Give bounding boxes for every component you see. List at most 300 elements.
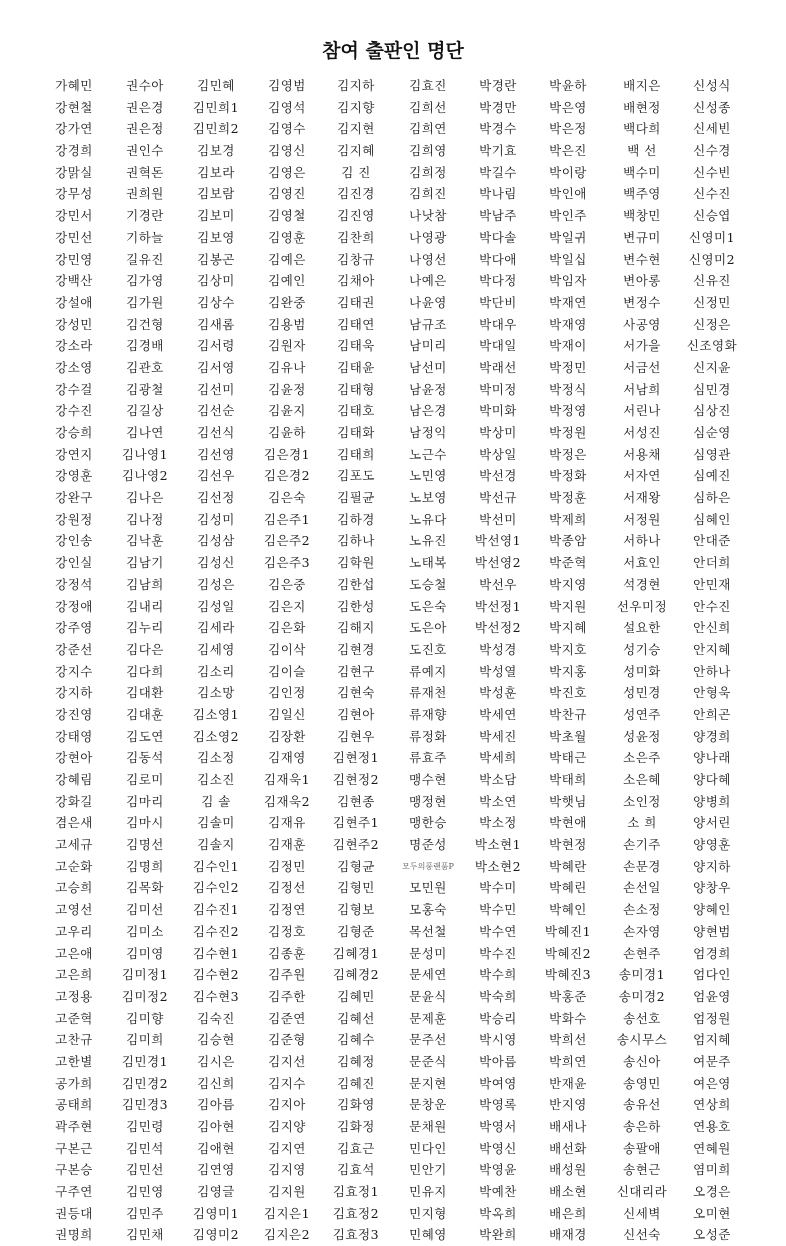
participant-name: 박진호 [549,685,587,701]
participant-name: 소 희 [627,815,657,831]
participant-name: 성연주 [623,706,661,722]
participant-name: 박영신 [479,1140,517,1156]
participant-name: 박정민 [549,359,587,375]
participant-name: 김신희 [197,1075,235,1091]
participant-name: 김성일 [197,598,235,614]
participant-name: 류재천 [409,685,447,701]
participant-name: 김승현 [197,1032,235,1048]
participant-name: 김윤정 [268,381,306,397]
participant-name: 강정석 [55,576,93,592]
participant-name: 여문주 [693,1053,731,1069]
participant-name: 심하은 [693,490,731,506]
participant-name: 강수진 [55,403,93,419]
participant-name: 김선미 [197,381,235,397]
participant-name: 김태권 [337,294,375,310]
participant-name: 김완중 [268,294,306,310]
participant-name: 강소라 [55,338,93,354]
participant-name: 박예찬 [479,1184,517,1200]
participant-name: 배소현 [549,1184,587,1200]
name-row [0,75,786,97]
participant-name: 김영진 [268,186,306,202]
participant-name: 김낙훈 [126,533,164,549]
participant-name: 강백산 [55,273,93,289]
participant-name: 강성민 [55,316,93,332]
participant-name: 김민경3 [121,1097,169,1113]
participant-name: 양서린 [693,815,731,831]
participant-name: 김현정2 [332,772,380,787]
participant-name: 공가희 [55,1075,93,1091]
participant-name: 박초월 [549,728,587,744]
participant-name: 고영선 [55,902,93,918]
participant-name: 강주영 [55,620,93,636]
participant-name: 성윤정 [623,728,661,744]
participant-name: 신수빈 [693,164,731,180]
participant-name: 엄윤영 [693,988,731,1004]
participant-name: 김민채 [126,1227,164,1243]
participant-name: 박래선 [479,359,517,375]
participant-name: 강소영 [55,359,93,375]
participant-name: 송유선 [623,1097,661,1113]
name-row [0,379,786,401]
participant-name: 김지연 [268,1140,306,1156]
participant-name: 권수아 [126,78,164,93]
participant-name: 길유진 [126,251,164,267]
participant-name: 김희선 [409,99,447,115]
participant-name: 권은경 [126,99,164,115]
participant-name: 박혜란 [549,858,587,874]
participant-name: 박상일 [479,446,517,462]
participant-name: 안수진 [693,598,731,614]
participant-name: 박승리 [479,1010,517,1026]
participant-name: 안희곤 [693,706,731,722]
participant-name: 김세영 [197,641,235,657]
participant-name: 배현정 [623,99,661,115]
name-row [0,1224,786,1246]
participant-name: 류재향 [409,706,447,722]
participant-name: 김지수 [268,1075,306,1091]
participant-name: 김형균 [337,858,375,874]
participant-name: 박지영 [549,576,587,592]
participant-name: 김효정2 [332,1205,380,1221]
participant-name: 연용호 [693,1119,731,1134]
participant-name: 김지현 [337,121,375,137]
participant-name: 김솔미 [197,815,235,831]
participant-name: 김은주1 [263,511,311,527]
name-row [0,1116,786,1138]
participant-name: 노보영 [409,490,447,506]
participant-name: 김현주2 [332,837,380,853]
participant-name: 서린나 [623,403,661,419]
participant-name: 김영철 [268,208,306,224]
participant-name: 기경란 [126,208,164,224]
participant-name: 김수현3 [192,988,240,1004]
participant-name: 송은하 [623,1119,661,1134]
participant-name: 박정화 [549,468,587,484]
name-row [0,183,786,205]
participant-name: 김영석 [268,99,306,115]
participant-name: 서용채 [623,446,661,462]
participant-name: 손기주 [623,837,661,853]
participant-name: 박상미 [479,425,517,440]
participant-name: 안하나 [693,663,731,679]
participant-name: 김길상 [126,403,164,419]
participant-name: 김이슬 [268,663,306,679]
participant-name: 민지형 [409,1205,447,1221]
participant-name: 박인주 [549,208,587,224]
participant-name: 박단비 [479,294,517,310]
name-row [0,422,786,444]
participant-name: 김민령 [126,1119,164,1134]
participant-name: 김화정 [337,1119,375,1134]
participant-name: 김유나 [268,359,306,375]
participant-name: 박혜인 [549,902,587,918]
participant-name: 변아롱 [623,273,661,289]
participant-name: 박혜진2 [544,945,592,961]
participant-name: 권희원 [126,186,164,202]
participant-name: 안민재 [693,576,731,592]
participant-name: 강맑실 [55,164,93,180]
participant-name: 김소영2 [192,728,240,744]
participant-name: 박길수 [479,164,517,180]
participant-name: 신세빈 [693,121,731,137]
participant-name: 박소정 [479,815,517,831]
participant-name: 김도연 [126,728,164,744]
participant-name: 곽주현 [55,1119,93,1134]
participant-name: 김은경1 [263,446,311,462]
participant-name: 권명희 [55,1227,93,1243]
participant-name: 박완희 [479,1227,517,1243]
participant-name: 김미희 [126,1032,164,1048]
participant-name: 김재욱2 [263,793,311,809]
participant-name: 문지현 [409,1075,447,1091]
participant-name: 김다은 [126,641,164,657]
participant-name: 김정연 [268,902,306,918]
participant-name: 김형보 [337,902,375,918]
name-row [0,1094,786,1116]
participant-name: 박세희 [479,750,517,766]
participant-name: 양현범 [693,923,731,939]
participant-name: 김정호 [268,923,306,939]
participant-name: 박대일 [479,338,517,354]
participant-name: 신성종 [693,99,731,115]
participant-name: 김성미 [197,511,235,527]
participant-name: 박태근 [549,750,587,766]
participant-name: 안더희 [693,555,731,571]
participant-name: 김아름 [197,1097,235,1113]
participant-name: 김애현 [197,1140,235,1156]
participant-name: 김혜정 [337,1053,375,1069]
participant-name: 김서령 [197,338,235,354]
participant-name: 박다솔 [479,229,517,245]
participant-name: 강정애 [55,598,93,614]
participant-name: 강지수 [55,663,93,679]
participant-name: 김원자 [268,338,306,354]
participant-name: 김보라 [197,164,235,180]
participant-name: 김지은2 [263,1227,311,1243]
participant-name: 김현주1 [332,815,380,831]
name-row [0,1159,786,1181]
participant-name: 김건형 [126,316,164,332]
participant-name: 박선미 [479,511,517,527]
participant-name: 강현철 [55,99,93,115]
participant-name: 김봉곤 [197,251,235,267]
participant-name: 박소현1 [474,837,522,853]
participant-name: 김혜진 [337,1075,375,1091]
participant-name: 서재왕 [623,490,661,506]
participant-name: 강인송 [55,533,93,549]
participant-name: 김선정 [197,490,235,506]
participant-name: 김지원 [268,1184,306,1200]
participant-name: 심영관 [693,446,731,462]
participant-name: 강혜림 [55,772,93,787]
participant-name: 김미선 [126,902,164,918]
participant-name: 김영수 [268,121,306,137]
participant-name: 문창운 [409,1097,447,1113]
participant-name: 나영선 [409,251,447,267]
name-row [0,530,786,552]
participant-name: 손자영 [623,923,661,939]
participant-name: 김재욱1 [263,772,311,787]
participant-name: 안지혜 [693,641,731,657]
participant-name: 박미정 [479,381,517,397]
participant-name: 박수연 [479,923,517,939]
participant-name: 박혜진1 [544,923,592,939]
participant-name: 김다희 [126,663,164,679]
participant-name: 김필균 [337,490,375,506]
participant-name: 노유다 [409,511,447,527]
participant-name: 남선미 [409,359,447,375]
participant-name: 김태희 [337,446,375,462]
name-row [0,335,786,357]
participant-name: 성미화 [623,663,661,679]
participant-name: 박소연 [479,793,517,809]
participant-name: 김태연 [337,316,375,332]
participant-name: 김은경2 [263,468,311,484]
participant-name: 김연영 [197,1162,235,1178]
participant-name: 강수걸 [55,381,93,397]
participant-name: 박태희 [549,772,587,787]
participant-name: 김희정 [409,164,447,180]
participant-name: 양나래 [693,750,731,766]
participant-name: 민유지 [409,1184,447,1200]
participant-name: 박세연 [479,706,517,722]
participant-name: 변규미 [623,229,661,245]
participant-name: 신정은 [693,316,731,332]
name-row [0,1138,786,1160]
participant-name: 박일십 [549,251,587,267]
participant-name: 박희연 [549,1053,587,1069]
name-row [0,314,786,336]
participant-name: 김진영 [337,208,375,224]
participant-name: 강영훈 [55,468,93,484]
participant-name: 오경은 [693,1184,731,1200]
participant-name: 남규조 [409,316,447,332]
name-row [0,227,786,249]
participant-name: 고순화 [55,858,93,874]
name-row [0,899,786,921]
participant-name: 김화영 [337,1097,375,1113]
participant-name: 문세연 [409,967,447,983]
participant-name: 김현구 [337,663,375,679]
participant-name: 김혜선 [337,1010,375,1026]
participant-name: 서자연 [623,468,661,484]
participant-name: 김민선 [126,1162,164,1178]
participant-name: 신선숙 [623,1227,661,1243]
name-row [0,596,786,618]
participant-name: 박제희 [549,511,587,527]
participant-name: 서가을 [623,338,661,354]
participant-name: 손소정 [623,902,661,918]
participant-name: 김진경 [337,186,375,202]
participant-name: 박정원 [549,425,587,440]
name-row [0,1073,786,1095]
participant-name: 김은지 [268,598,306,614]
participant-name: 안신희 [693,620,731,636]
participant-name: 오성준 [693,1227,731,1243]
participant-name: 김 솔 [201,793,231,809]
participant-name: 김목화 [126,880,164,896]
participant-name: 고한별 [55,1053,93,1069]
participant-name: 김장환 [268,728,306,744]
name-row [0,682,786,704]
participant-name: 도승철 [409,576,447,592]
participant-name: 김지하 [337,78,375,93]
name-row [0,97,786,119]
participant-name: 박선영1 [474,533,522,549]
participant-name: 김관호 [126,359,164,375]
participant-name: 김민주 [126,1205,164,1221]
participant-name: 박정은 [549,446,587,462]
participant-name: 김창규 [337,251,375,267]
participant-name: 공태희 [55,1097,93,1113]
participant-name: 김효근 [337,1140,375,1156]
participant-name: 김채아 [337,273,375,289]
participant-name: 류예지 [409,663,447,679]
participant-name: 김민희2 [192,121,240,137]
participant-name: 박미화 [479,403,517,419]
name-row [0,118,786,140]
participant-name: 김명선 [126,837,164,853]
participant-name: 김시은 [197,1053,235,1069]
participant-name: 박현정 [549,837,587,853]
participant-name: 문성미 [409,945,447,961]
participant-name: 김혜경1 [332,945,380,961]
name-row [0,661,786,683]
name-row [0,357,786,379]
participant-name: 김지은1 [263,1205,311,1221]
participant-name: 김내리 [126,598,164,614]
participant-name: 박선경 [479,468,517,484]
participant-name: 박지홍 [549,663,587,679]
participant-name: 양창우 [693,880,731,896]
name-row [0,834,786,856]
participant-name: 김형민 [337,880,375,896]
participant-name: 김서영 [197,359,235,375]
participant-name: 송미경2 [618,988,666,1004]
participant-name: 강태영 [55,728,93,744]
participant-name: 박화수 [549,1010,587,1026]
participant-name: 김은주3 [263,555,311,571]
participant-name: 김소망 [197,685,235,701]
participant-name: 김민경2 [121,1075,169,1091]
participant-name: 엄경희 [693,945,731,961]
participant-name: 강경희 [55,143,93,159]
participant-name: 김윤하 [268,425,306,440]
participant-name: 신영미1 [688,229,736,245]
participant-name: 김효정1 [332,1184,380,1200]
participant-name: 사공영 [623,316,661,332]
participant-name: 박햇님 [549,793,587,809]
participant-name: 소인정 [623,793,661,809]
participant-name: 김선영 [197,446,235,462]
participant-name: 목선철 [409,923,447,939]
participant-name: 민혜영 [409,1227,447,1243]
participant-name: 김소정 [197,750,235,766]
participant-name: 박윤하 [549,78,587,93]
participant-name: 박인애 [549,186,587,202]
participant-name: 신승엽 [693,208,731,224]
participant-name: 김민영 [126,1184,164,1200]
participant-name: 김아현 [197,1119,235,1134]
participant-name: 박경만 [479,99,517,115]
participant-name: 김해지 [337,620,375,636]
name-row [0,877,786,899]
participant-name: 박다애 [479,251,517,267]
participant-name: 김누리 [126,620,164,636]
participant-name: 박수진 [479,945,517,961]
participant-name: 박지원 [549,598,587,614]
participant-name: 김보람 [197,186,235,202]
participant-name: 김효석 [337,1162,375,1178]
participant-name: 노민영 [409,468,447,484]
participant-name: 박남주 [479,208,517,224]
participant-name: 박수희 [479,967,517,983]
participant-name: 고정용 [55,988,93,1004]
participant-name: 김지향 [337,99,375,115]
participant-name: 박다정 [479,273,517,289]
participant-name: 김재영 [268,750,306,766]
participant-name: 김민석 [126,1140,164,1156]
participant-name: 박수미 [479,880,517,896]
participant-name: 박소현2 [474,858,522,874]
participant-name: 나예은 [409,273,447,289]
participant-name: 김미소 [126,923,164,939]
participant-name: 김준형 [268,1032,306,1048]
participant-name: 박은진 [549,143,587,159]
participant-name: 김나정 [126,511,164,527]
participant-name: 배성원 [549,1162,587,1178]
participant-name: 김지아 [268,1097,306,1113]
participant-name: 심민경 [693,381,731,397]
participant-name: 박정영 [549,403,587,419]
participant-name: 박기효 [479,143,517,159]
participant-name: 김동석 [126,750,164,766]
participant-name: 고은애 [55,945,93,961]
participant-name: 명준성 [409,837,447,853]
participant-name: 김재유 [268,815,306,831]
participant-name: 문제훈 [409,1010,447,1026]
participant-name: 박대우 [479,316,517,332]
participant-name: 안형욱 [693,685,731,701]
participant-name: 신수진 [693,186,731,202]
participant-name: 김효정3 [332,1227,380,1243]
participant-name: 송미경1 [618,967,666,983]
participant-name: 김은주2 [263,533,311,549]
participant-name: 양다혜 [693,772,731,787]
participant-name: 김지양 [268,1119,306,1134]
participant-name: 김태윤 [337,359,375,375]
participant-name: 손문경 [623,858,661,874]
